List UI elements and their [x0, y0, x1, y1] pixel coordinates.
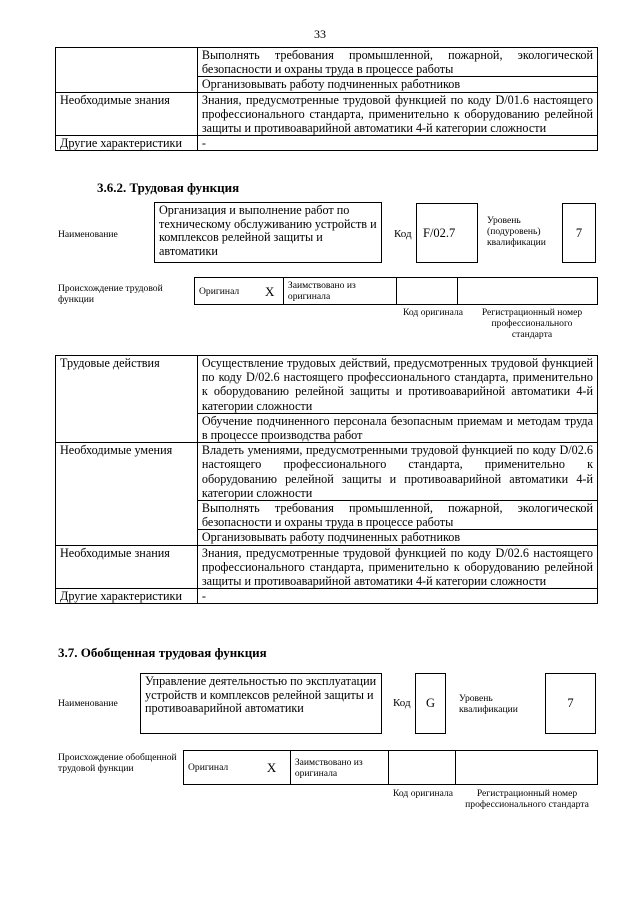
s362-reg-number-label: Регистрационный номер профессионального стандарта [481, 307, 583, 340]
s362-origin-label: Происхождение трудовой функции [58, 283, 163, 305]
s362-level-value: 7 [575, 226, 583, 240]
skills-2: Выполнять требования промышленной, пожарной, экологической безопасности и охраны труда в процессе работы [197, 501, 597, 530]
s362-original-mark: X [256, 278, 283, 305]
s362-original-label: Оригинал [195, 278, 257, 305]
top-other-label: Другие характеристики [56, 136, 198, 151]
s37-code-label: Код [393, 697, 411, 709]
s362-name-value: Организация и выполнение работ по техническому обслуживанию устройств и комплексов релейной защиты и автоматики [159, 203, 377, 258]
s362-level-box [562, 203, 596, 263]
s37-level-box [545, 673, 596, 734]
s37-borrowed-label: Заимствовано из оригинала [290, 751, 388, 785]
s37-origin-label: Происхождение обобщенной трудовой функции [58, 752, 177, 774]
s37-original-mark: X [253, 751, 290, 785]
s37-name-box [140, 673, 382, 734]
s37-reg-number-label: Регистрационный номер профессионального стандарта [465, 788, 589, 810]
s37-level-value: 7 [567, 696, 574, 710]
s37-origin-code-cell [388, 751, 456, 785]
actions-1: Осуществление трудовых действий, предусмотренных трудовой функцией по коду D/02.6 настоящего профессионального стандарта, применительно к оборудованию релейной защиты и противоаварийной автоматики 4-й категории сложности [197, 356, 597, 414]
s362-origin-code-cell [396, 278, 458, 305]
knowledge-label: Необходимые знания [56, 545, 198, 589]
top-knowledge-text: Знания, предусмотренные трудовой функцией по коду D/01.6 настоящего профессионального стандарта, применительно к оборудованию релейной защиты и противоаварийной автоматики 4-й категории сложности [197, 92, 597, 136]
s362-level-label: Уровень (подуровень) квалификации [487, 215, 546, 248]
page-number: 33 [314, 27, 326, 41]
s362-borrowed-label: Заимствовано из оригинала [283, 278, 396, 305]
s37-origin-table [183, 750, 598, 785]
actions-label: Трудовые действия [56, 356, 198, 443]
s362-origin-table [194, 277, 598, 305]
top-table-organize: Организовывать работу подчиненных работников [197, 77, 597, 92]
top-other-value: - [197, 136, 597, 151]
other-label: Другие характеристики [56, 589, 198, 604]
s362-reg-number-cell [458, 278, 598, 305]
s37-level-label: Уровень квалификации [459, 693, 518, 715]
section-37-heading: 3.7. Обобщенная трудовая функция [58, 645, 267, 660]
s362-code-box [416, 203, 478, 263]
skills-1: Владеть умениями, предусмотренными трудовой функцией по коду D/02.6 настоящего профессионального стандарта, применительно к оборудованию релейной защиты и противоаварийной автоматики 4-й категории сложности [197, 443, 597, 501]
s37-original-label: Оригинал [184, 751, 254, 785]
s37-name-label: Наименование [58, 698, 118, 709]
s37-code-box [415, 673, 446, 734]
section-362-heading: 3.6.2. Трудовая функция [97, 180, 240, 195]
top-knowledge-label: Необходимые знания [56, 92, 198, 136]
s37-code-value: G [425, 696, 436, 710]
top-table-safety: Выполнять требования промышленной, пожарной, экологической безопасности и охраны труда в процессе работы [197, 48, 597, 77]
s362-code-label: Код [394, 228, 412, 240]
s362-name-label: Наименование [58, 229, 118, 240]
top-table [55, 47, 598, 151]
s37-name-value: Управление деятельностью по эксплуатации устройств и комплексов релейной защиты и противоаварийной автоматики [145, 674, 377, 716]
skills-label: Необходимые умения [56, 443, 198, 545]
knowledge-1: Знания, предусмотренные трудовой функцией по коду D/02.6 настоящего профессионального стандарта, применительно к оборудованию релейной защиты и противоаварийной автоматики 4-й категории сложности [197, 545, 597, 589]
s37-reg-number-cell [456, 751, 598, 785]
actions-2: Обучение подчиненного персонала безопасным приемам и методам труда в процессе производства работ [197, 413, 597, 442]
s362-code-value: F/02.7 [423, 226, 456, 240]
other-value: - [197, 589, 597, 604]
top-table-empty-cell [56, 48, 198, 93]
s362-name-box [154, 202, 382, 263]
skills-3: Организовывать работу подчиненных работников [197, 530, 597, 545]
s37-origin-code-label: Код оригинала [392, 788, 454, 799]
s362-origin-code-label: Код оригинала [402, 307, 464, 318]
main-table [55, 355, 598, 604]
